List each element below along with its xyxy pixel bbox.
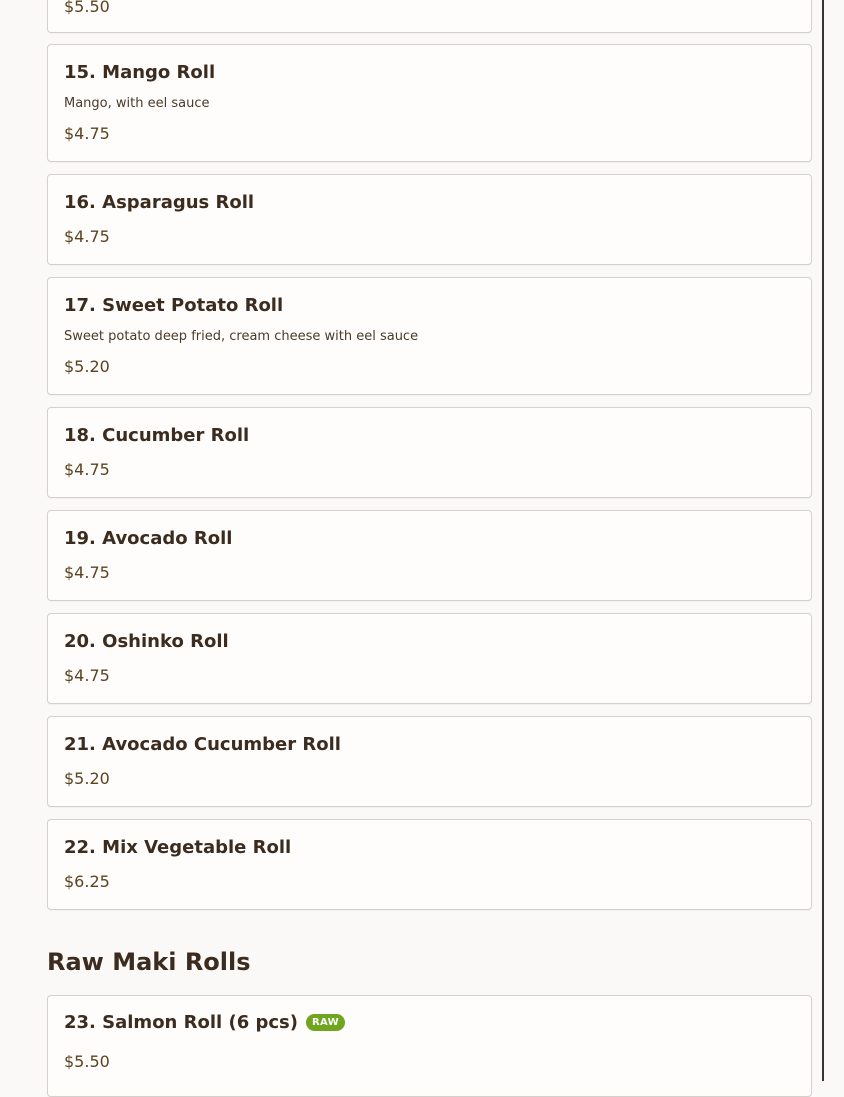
section-heading: Raw Maki Rolls xyxy=(47,948,251,976)
menu-item-card[interactable] xyxy=(47,174,812,265)
item-title: 19. Avocado Roll xyxy=(64,528,233,549)
item-title: 15. Mango Roll xyxy=(64,62,216,83)
item-price: $6.25 xyxy=(64,872,110,891)
scrollbar-edge[interactable] xyxy=(822,0,824,1081)
menu-item-card[interactable] xyxy=(47,44,812,162)
menu-item-card[interactable] xyxy=(47,510,812,601)
menu-item-card[interactable] xyxy=(47,716,812,807)
item-title: 17. Sweet Potato Roll xyxy=(64,295,284,316)
item-price: $4.75 xyxy=(64,460,110,479)
menu-item-card[interactable] xyxy=(47,819,812,910)
item-description: Sweet potato deep fried, cream cheese with eel sauce xyxy=(64,329,419,344)
menu-item-card[interactable] xyxy=(47,277,812,395)
item-title: 20. Oshinko Roll xyxy=(64,631,229,652)
item-price: $4.75 xyxy=(64,666,110,685)
raw-badge: RAW xyxy=(306,1014,345,1031)
item-price: $5.50 xyxy=(64,1052,110,1071)
item-price: $4.75 xyxy=(64,124,110,143)
item-title: 16. Asparagus Roll xyxy=(64,192,255,213)
item-title xyxy=(64,1012,345,1033)
item-title: 22. Mix Vegetable Roll xyxy=(64,837,292,858)
menu-item-card[interactable] xyxy=(47,407,812,498)
menu-item-card[interactable] xyxy=(47,613,812,704)
item-price: $4.75 xyxy=(64,227,110,246)
item-title: 18. Cucumber Roll xyxy=(64,425,250,446)
item-price: $5.20 xyxy=(64,357,110,376)
item-title: 21. Avocado Cucumber Roll xyxy=(64,734,341,755)
item-price: $5.20 xyxy=(64,769,110,788)
item-title-text: 23. Salmon Roll (6 pcs) xyxy=(64,1012,298,1033)
item-price: $5.50 xyxy=(64,0,110,16)
menu-item-card[interactable] xyxy=(47,995,812,1097)
menu-item-card-partial[interactable] xyxy=(47,0,812,33)
item-price: $4.75 xyxy=(64,563,110,582)
item-description: Mango, with eel sauce xyxy=(64,96,210,111)
